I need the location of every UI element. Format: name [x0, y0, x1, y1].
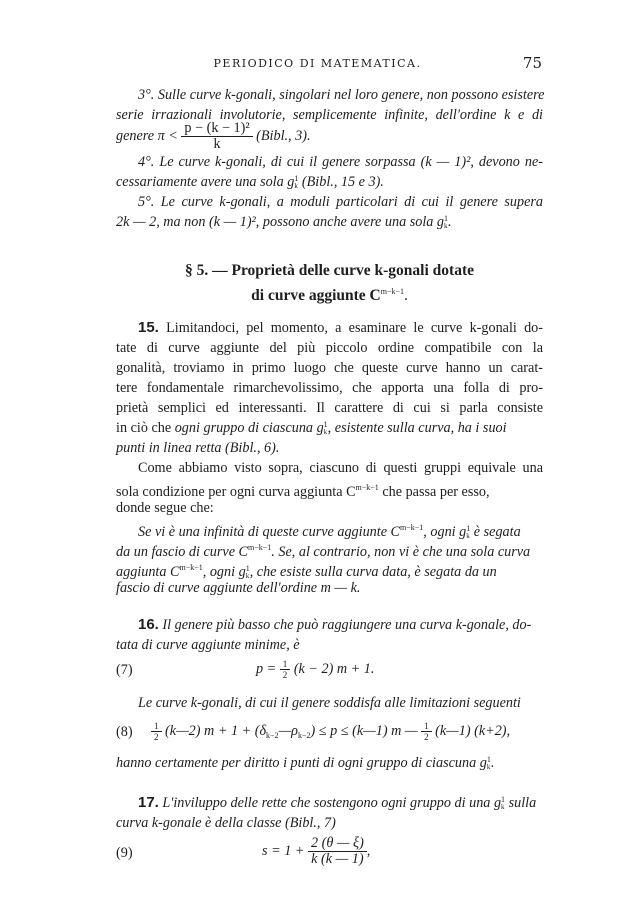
sup: m−k−1	[179, 563, 203, 572]
text-italic: ogni gruppo di ciascuna g	[174, 420, 324, 436]
text: , ogni g	[423, 524, 467, 540]
para-15-line-6	[116, 418, 543, 438]
para-15-line-8: Come abbiamo visto sopra, ciascuno di questi gruppi equivale una	[138, 460, 543, 476]
g-sup: 1	[466, 524, 471, 534]
equation-9	[262, 834, 370, 868]
genus-fraction	[181, 121, 252, 152]
para-17-number: 17.	[138, 794, 159, 811]
para-16-line-3: Le curve k-gonali, di cui il genere soddisfa alle limitazioni seguenti	[138, 695, 521, 711]
genus-inequality: genere π <	[116, 128, 178, 144]
sub: k−2	[266, 731, 279, 740]
item-3-line-1: 3°. Sulle curve k-gonali, singolari nel loro genere, non possono esistere	[138, 87, 545, 103]
para-17-line-1	[116, 793, 543, 813]
sub: k−2	[298, 731, 311, 740]
g-sub: k	[466, 532, 470, 541]
para-15-number: 15.	[138, 319, 159, 336]
text: sulla	[505, 795, 537, 811]
item-3-citation: (Bibl., 3).	[256, 128, 311, 144]
text-italic: , esistente sulla curva, ha i suoi	[327, 420, 507, 436]
para-15-line-1	[116, 318, 543, 338]
eq-text: ,	[366, 843, 371, 859]
para-15-line-7: punti in linea retta (Bibl., 6).	[116, 440, 280, 456]
g-sub: k	[323, 428, 328, 437]
frac-num: 1	[280, 659, 291, 670]
g-sup: 1	[501, 795, 506, 805]
para-16-line-1	[116, 615, 543, 635]
g-sub: k	[486, 763, 491, 772]
g-sub: k	[245, 572, 250, 581]
para-15-line-10: donde segue che:	[116, 500, 214, 516]
para-15-line-5: prietà semplici ed interessanti. Il carattere di cui si parla consiste	[116, 400, 543, 416]
text: . Se, al contrario, non vi è che una sola curva	[271, 544, 531, 560]
para-15-text: Limitandoci, pel momento, a esaminare le curve k-gonali do-	[166, 320, 544, 336]
genus-fraction-den: k	[213, 136, 221, 153]
section-title: § 5. — Proprietà delle curve k-gonali dotate	[184, 262, 474, 279]
frac-den: 2	[282, 670, 288, 681]
para-16-number: 16.	[138, 616, 159, 633]
half-fraction	[421, 721, 432, 742]
text: aggiunta C	[116, 564, 180, 580]
frac-den: 2	[424, 732, 429, 743]
equation-8-label: (8)	[116, 724, 133, 740]
item-5-line-2	[116, 212, 543, 232]
equation-9-label: (9)	[116, 845, 133, 861]
eq-text: (k − 2) m + 1.	[290, 661, 375, 677]
eq-text: (k—2) m + 1 + (δ	[161, 723, 267, 739]
text: Se vi è una infinità di queste curve aggiunte C	[138, 524, 401, 540]
eq-text: (k—1) (k+2),	[431, 723, 511, 739]
text: è segata	[470, 524, 521, 540]
sup: m−k−1	[355, 483, 379, 492]
eq-text: p =	[256, 661, 280, 677]
frac-num: 1	[151, 721, 162, 732]
sup: m−k−1	[248, 543, 272, 552]
text: in ciò che	[116, 420, 175, 436]
frac-den: 2	[154, 732, 159, 743]
para-17-line-2: curva k-gonale è della classe (Bibl., 7)	[116, 815, 336, 831]
sup: m−k−1	[400, 523, 424, 532]
frac-num: 1	[421, 721, 432, 732]
item-5-end: .	[448, 214, 452, 230]
para-15-line-4: tere fondamentale rimarchevolissimo, che apporta una folla di pro-	[116, 380, 543, 396]
para-15-line-2: tate di curve aggiunte del più piccolo ordine compatibile con la	[116, 340, 543, 356]
equation-7	[256, 656, 374, 682]
eq-text: s = 1 +	[262, 843, 308, 859]
section-heading-line-1	[116, 260, 543, 281]
page-header	[0, 54, 635, 76]
item-5-line-1: 5°. Le curve k-gonali, a moduli particolari di cui il genere supera	[138, 194, 543, 210]
equation-7-label: (7)	[116, 662, 133, 678]
text: sola condizione per ogni curva aggiunta C	[116, 484, 356, 500]
text: , ogni g	[202, 564, 246, 580]
page-number: 75	[522, 54, 542, 72]
section-sup: m−k−1	[380, 287, 404, 296]
class-fraction	[308, 836, 367, 867]
g-sup: 1	[245, 564, 250, 574]
theorem-line-4: fascio di curve aggiunte dell'ordine m — k.	[116, 580, 361, 596]
item-4-citation: (Bibl., 15 e 3).	[301, 174, 384, 190]
frac-den: k (k — 1)	[311, 851, 364, 868]
text: , che esiste sulla curva data, è segata da un	[249, 564, 497, 580]
item-5-text: 2k — 2, ma non (k — 1)², possono anche avere una sola g	[116, 214, 445, 230]
frac-num: 2 (θ — ξ)	[308, 836, 367, 852]
para-16-text: Il genere più basso che può raggiungere una curva k-gonale, do-	[162, 617, 532, 633]
section-title-2: di curve aggiunte C	[251, 287, 381, 304]
g-symbol	[294, 175, 298, 190]
text: L'inviluppo delle rette che sostengono ogni gruppo di una g	[162, 795, 502, 811]
g-sub: k	[444, 222, 448, 231]
genus-fraction-num: p − (k − 1)²	[181, 121, 252, 137]
item-4-line-2	[116, 172, 543, 192]
text: .	[490, 755, 495, 771]
text: da un fascio di curve C	[116, 544, 249, 560]
eq-text: ) ≤ p ≤ (k—1) m —	[310, 723, 422, 739]
g-sup: 1	[294, 174, 299, 184]
running-title: PERIODICO DI MATEMATICA.	[213, 57, 422, 70]
equation-8	[151, 718, 510, 749]
item-3-line-3	[116, 120, 543, 152]
section-heading-line-2	[116, 281, 543, 306]
item-4-text: cessariamente avere una sola g	[116, 174, 295, 190]
g-sup: 1	[323, 420, 328, 430]
g-sup: 1	[486, 755, 491, 765]
text: che passa per esso,	[378, 484, 490, 500]
section-end: .	[403, 287, 408, 304]
para-15-line-3: gonalità, troviamo in primo luogo che queste curve hanno un carat-	[116, 360, 543, 376]
g-sup: 1	[444, 214, 449, 224]
g-sub: k	[294, 182, 298, 191]
g-sub: k	[501, 803, 505, 812]
para-16-line-4	[116, 753, 543, 773]
eq-text: —ρ	[278, 723, 298, 739]
text: hanno certamente per diritto i punti di ogni gruppo di ciascuna g	[116, 755, 487, 771]
item-4-line-1: 4°. Le curve k-gonali, di cui il genere sorpassa (k — 1)², devono ne-	[138, 154, 543, 170]
half-fraction	[151, 721, 162, 742]
half-fraction	[280, 659, 291, 680]
item-3-line-2: serie irrazionali involutorie, semplicemente infinite, dell'ordine k e di	[116, 107, 543, 123]
para-16-line-2: tata di curve aggiunte minime, è	[116, 637, 300, 653]
